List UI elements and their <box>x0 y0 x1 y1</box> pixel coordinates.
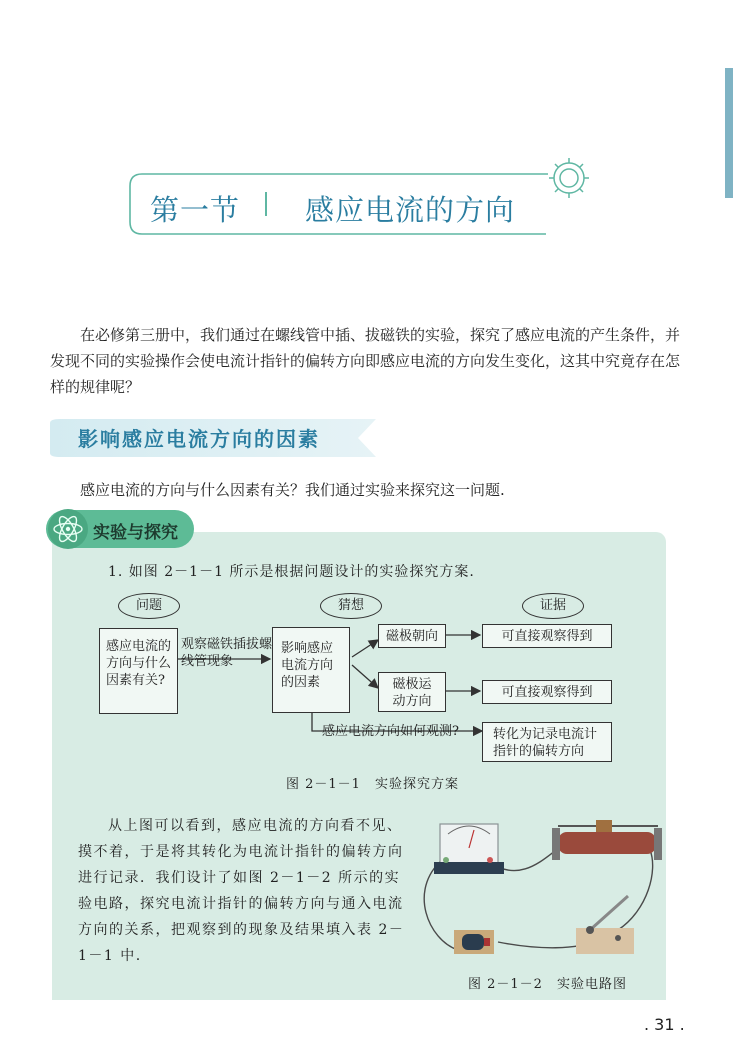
experiment-tag-label: 实验与探究 <box>93 523 178 543</box>
flow-guess-box: 影响感应电流方向的因素 <box>272 627 350 713</box>
flow-observe-label: 观察磁铁插拔螺线管现象 <box>181 637 273 669</box>
figure-1-caption: 图 2－1－1 实验探究方案 <box>286 777 459 792</box>
flow-header-evidence: 证据 <box>522 593 584 619</box>
gear-icon <box>545 154 593 202</box>
circuit-illustration <box>418 800 668 970</box>
flow-convert-box: 转化为记录电流计指针的偏转方向 <box>482 722 612 762</box>
flow-question-box: 感应电流的方向与什么因素有关? <box>99 628 178 714</box>
section-title: 感应电流的方向 <box>305 193 516 227</box>
flow-how-observe: 感应电流方向如何观测? <box>322 724 459 739</box>
chapter-side-tab <box>725 68 733 198</box>
atom-icon <box>47 508 89 550</box>
section-number: 第一节 <box>150 193 241 227</box>
flow-direct-box-1: 可直接观察得到 <box>482 624 612 648</box>
page-number: . 31 . <box>644 1015 685 1034</box>
rheostat <box>552 820 662 860</box>
flow-header-guess: 猜想 <box>320 593 382 619</box>
flow-direct-box-2: 可直接观察得到 <box>482 680 612 704</box>
experiment-paragraph: 从上图可以看到，感应电流的方向看不见、摸不着，于是将其转化为电流计指针的偏转方向进行记录．我们设计了如图 2－1－2 所示的实验电路，探究电流计指针的偏转方向与通入电流方向的关系，把观察到的现象及结果填入表 2－1－1 中. <box>78 818 405 964</box>
intro-paragraph: 在必修第三册中，我们通过在螺线管中插、拔磁铁的实验，探究了感应电流的产生条件，并发现不同的实验操作会使电流计指针的偏转方向即感应电流的方向发生变化，这其中究竟存在怎样的规律呢？ <box>50 326 681 396</box>
subsection-title: 影响感应电流方向的因素 <box>78 427 320 451</box>
galvanometer <box>434 824 504 874</box>
flow-pole-box: 磁极朝向 <box>378 624 446 648</box>
question-1: 1. 如图 2－1－1 所示是根据问题设计的实验探究方案. <box>108 564 475 580</box>
flow-motion-box: 磁极运动方向 <box>378 672 446 712</box>
subsection-intro: 感应电流的方向与什么因素有关？我们通过实验来探究这一问题. <box>80 481 505 499</box>
flow-header-question: 问题 <box>118 593 180 619</box>
battery <box>454 930 494 954</box>
figure-2-caption: 图 2－1－2 实验电路图 <box>468 977 627 992</box>
